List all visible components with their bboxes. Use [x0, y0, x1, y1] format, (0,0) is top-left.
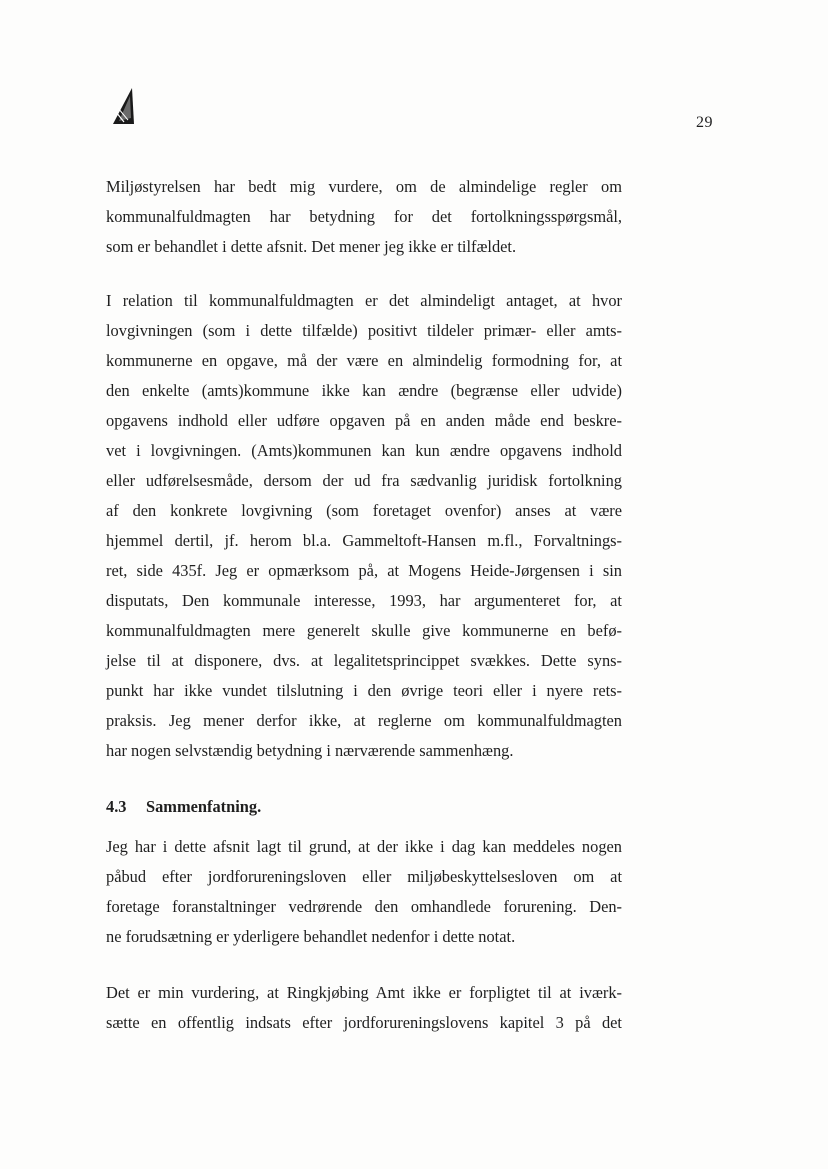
paragraph-2 [106, 286, 622, 766]
text-line: lovgivningen (som i dette tilfælde) positivt tildeler primær- eller amts- [106, 321, 622, 340]
text-line: har nogen selvstændig betydning i nærværende sammenhæng. [106, 741, 514, 760]
text-line: ret, side 435f. Jeg er opmærksom på, at Mogens Heide-Jørgensen i sin [106, 561, 622, 580]
text-line: eller udførelsesmåde, dersom der ud fra sædvanlig juridisk fortolkning [106, 471, 622, 490]
text-line: disputats, Den kommunale interesse, 1993, har argumenteret for, at [106, 591, 622, 610]
text-line: kommunerne en opgave, må der være en almindelig formodning for, at [106, 351, 622, 370]
section-title: Sammenfatning. [146, 797, 262, 816]
text-line: den enkelte (amts)kommune ikke kan ændre (begrænse eller udvide) [106, 381, 622, 400]
paragraph-1 [106, 172, 622, 262]
text-line: vet i lovgivningen. (Amts)kommunen kan kun ændre opgavens indhold [106, 441, 622, 460]
text-line: påbud efter jordforureningsloven eller miljøbeskyttelsesloven om at [106, 867, 622, 886]
text-line: Det er min vurdering, at Ringkjøbing Amt ikke er forpligtet til at iværk- [106, 983, 622, 1002]
text-line: ne forudsætning er yderligere behandlet nedenfor i dette notat. [106, 927, 516, 946]
section-number: 4.3 [106, 797, 127, 816]
text-line: Jeg har i dette afsnit lagt til grund, at der ikke i dag kan meddeles nogen [106, 837, 622, 856]
text-line: praksis. Jeg mener derfor ikke, at reglerne om kommunalfuldmagten [106, 711, 622, 730]
text-line: hjemmel dertil, jf. herom bl.a. Gammeltoft-Hansen m.fl., Forvaltnings- [106, 531, 622, 550]
text-line: som er behandlet i dette afsnit. Det mener jeg ikke er tilfældet. [106, 237, 517, 256]
section-heading [106, 792, 261, 822]
text-line: sætte en offentlig indsats efter jordforureningslovens kapitel 3 på det [106, 1013, 622, 1032]
text-line: Miljøstyrelsen har bedt mig vurdere, om de almindelige regler om [106, 177, 622, 196]
text-line: kommunalfuldmagten mere generelt skulle give kommunerne en befø- [106, 621, 622, 640]
text-line: af den konkrete lovgivning (som foretaget ovenfor) anses at være [106, 501, 622, 520]
text-line: punkt har ikke vundet tilslutning i den øvrige teori eller i nyere rets- [106, 681, 622, 700]
paragraph-4 [106, 978, 622, 1038]
text-line: foretage foranstaltninger vedrørende den omhandlede forurening. Den- [106, 897, 622, 916]
text-line: kommunalfuldmagten har betydning for det fortolkningsspørgsmål, [106, 207, 622, 226]
paragraph-3 [106, 832, 622, 952]
text-line: opgavens indhold eller udføre opgaven på en anden måde end beskre- [106, 411, 622, 430]
triangle-sail-logo-icon [112, 88, 138, 124]
text-line: jelse til at disponere, dvs. at legalitetsprincippet svækkes. Dette syns- [106, 651, 622, 670]
page-number: 29 [696, 114, 713, 131]
text-line: I relation til kommunalfuldmagten er det almindeligt antaget, at hvor [106, 291, 622, 310]
